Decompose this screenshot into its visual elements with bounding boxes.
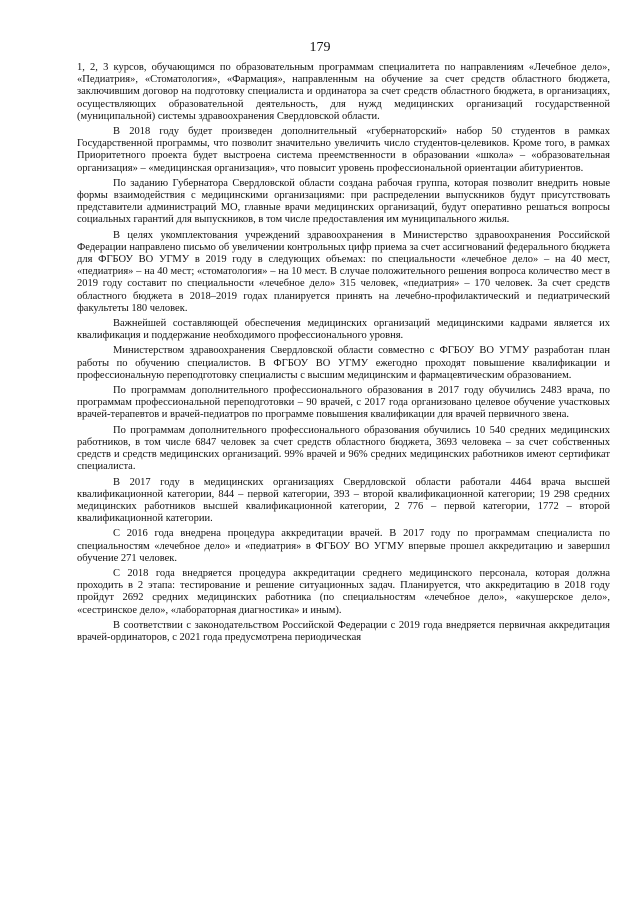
paragraph: Министерством здравоохранения Свердловской области совместно с ФГБОУ ВО УГМУ разработан план работы по обучению специалистов. В ФГБОУ ВО УГМУ ежегодно проходят повышение квалификации и профессиональную переподготовку специалисты с высшим медицинским и фармацевтическим образованием. [77, 345, 610, 381]
paragraph: В 2018 году будет произведен дополнительный «губернаторский» набор 50 студентов в рамках Государственной программы, что позволит значительно увеличить число студентов-целевиков. Кроме того, в рамках Приоритетного проекта будет выстроена система преемственности в образовании «школа» – «образовательная организация» – «медицинская организация», что повысит уровень профессиональной ориентации абитуриентов. [77, 126, 610, 174]
paragraph: В целях укомплектования учреждений здравоохранения в Министерство здравоохранения Российской Федерации направлено письмо об увеличении контрольных цифр приема за счет ассигнований федерального бюджета для ФГБОУ ВО УГМУ в 2019 году в следующих объемах: по специальности «лечебное дело» – на 40 мест, «педиатрия» – на 40 мест; «стоматология» – на 10 мест. В случае положительного решения вопроса количество мест в 2019 году составит по специальности «лечебное дело» 315 человек, «педиатрия» – 170 человек. За счет средств областного бюджета в 2018–2019 годах планируется принять на лечебно-профилактический и педиатрический факультеты 180 человек. [77, 229, 610, 314]
paragraph: В соответствии с законодательством Российской Федерации с 2019 года внедряется первичная аккредитация врачей-ординаторов, с 2021 года предусмотрена периодическая [77, 619, 610, 643]
page-number: 179 [309, 40, 331, 55]
body-text [77, 62, 610, 647]
paragraph: По программам дополнительного профессионального образования в 2017 году обучились 2483 врача, по программам профессиональной переподготовки – 90 врачей, с 2017 года организовано целевое обучение участковых врачей-терапевтов и врачей-педиатров по программе повышения квалификации для врачей первичного звена. [77, 385, 610, 421]
paragraph: С 2016 года внедрена процедура аккредитации врачей. В 2017 году по программам специалиста по специальностям «лечебное дело» и «педиатрия» в ФГБОУ ВО УГМУ впервые прошел аккредитацию и завершил обучение 271 человек. [77, 528, 610, 564]
paragraph: Важнейшей составляющей обеспечения медицинских организаций медицинскими кадрами является их квалификация и поддержание необходимого профессионального уровня. [77, 318, 610, 342]
paragraph: По программам дополнительного профессионального образования обучились 10 540 средних медицинских работников, в том числе 6847 человек за счет средств областного бюджета, 3693 человека – за счет собственных средств и средств медицинских организаций. 99% врачей и 96% средних медицинских работников имеют сертификат специалиста. [77, 424, 610, 473]
paragraph: В 2017 году в медицинских организациях Свердловской области работали 4464 врача высшей квалификационной категории, 844 – первой категории, 393 – второй квалификационной категории; 19 298 средних медицинских работников высшей квалификационной категории, 2 776 – первой категории, 1772 – второй квалификационной категории. [77, 476, 610, 525]
paragraph: По заданию Губернатора Свердловской области создана рабочая группа, которая позволит внедрить новые формы взаимодействия с медицинскими организациями: при распределении выпускников будут присутствовать представители администраций МО, главные врачи медицинских организаций, будут оперативно решаться вопросы социальных гарантий для выпускников, в том числе предоставления им муниципального жилья. [77, 177, 610, 226]
paragraph: 1, 2, 3 курсов, обучающимся по образовательным программам специалитета по направлениям «Лечебное дело», «Педиатрия», «Стоматология», «Фармация», направленным на обучение за счет средств областного бюджета, заключившим договор на подготовку специалиста и ординатора за счет средств областного бюджета, в организациях, осуществляющих образовательной деятельность, для нужд медицинских организаций государственной (муниципальной) системы здравоохранения Свердловской области. [77, 62, 610, 122]
paragraph: С 2018 года внедряется процедура аккредитации среднего медицинского персонала, которая должна проходить в 2 этапа: тестирование и решение ситуационных задач. Планируется, что аккредитацию в 2018 году пройдут 2692 средних медицинских работника (по специальностям «лечебное дело», «акушерское дело», «сестринское дело», «лабораторная диагностика» и иным). [77, 567, 610, 616]
